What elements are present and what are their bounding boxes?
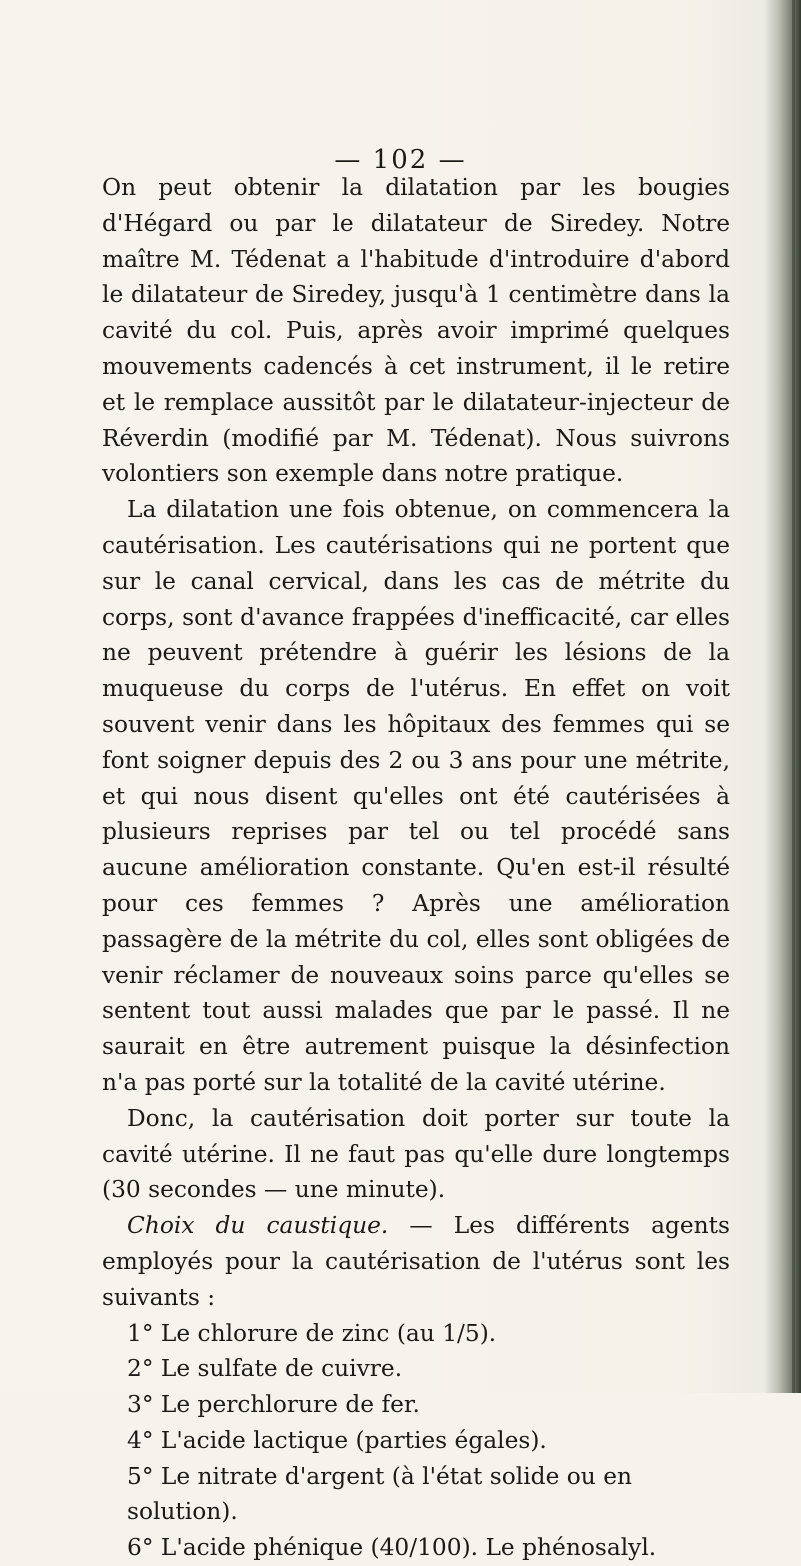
paragraph-cauterisation: La dilatation une fois obtenue, on commencera la cautérisation. Les cautérisations qui ne portent que sur le canal cervical, dans les cas de métrite du corps, sont d'avance frappées d'inefficacité, car elles ne peuvent prétendre à guérir les lésions de la muqueuse du corps de l'utérus. En effet on voit souvent venir dans les hôpitaux des femmes qui se font soigner depuis des 2 ou 3 ans pour une métrite, et qui nous disent qu'elles ont été cautérisées à plusieurs reprises par tel ou tel procédé sans aucune amélioration constante. Qu'en est-il résulté pour ces femmes ? Après une amélioration passagère de la métrite du col, elles sont obligées de venir réclamer de nouveaux soins parce qu'elles se sentent tout aussi malades que par le passé. Il ne saurait en être autrement puisque la désinfection n'a pas porté sur la totalité de la cavité utérine.	[102, 496, 730, 1096]
page-edge-line	[792, 0, 795, 1393]
page-number: — 102 —	[334, 145, 467, 175]
choix-heading: Choix du caustique.	[127, 1212, 389, 1240]
list-item: 3° Le perchlorure de fer.	[127, 1391, 420, 1419]
choix-text: — Les différents agents employés pour la cautérisation de l'utérus sont les suivants :	[102, 1212, 730, 1311]
paragraph-donc: Donc, la cautérisation doit porter sur toute la cavité utérine. Il ne faut pas qu'elle dure longtemps (30 secondes — une minute).	[102, 1104, 730, 1204]
page-edge-shadow	[765, 0, 801, 1393]
list-item: 1° Le chlorure de zinc (au 1/5).	[127, 1319, 497, 1347]
list-item: 5° Le nitrate d'argent (à l'état solide ou en solution).	[127, 1462, 633, 1526]
body-text	[102, 170, 730, 1566]
list-item: 4° L'acide lactique (parties égales).	[127, 1426, 547, 1454]
list-item: 2° Le sulfate de cuivre.	[127, 1355, 403, 1383]
list-item: 6° L'acide phénique (40/100). Le phénosalyl.	[127, 1534, 657, 1562]
paragraph-dilatation: On peut obtenir la dilatation par les bougies d'Hégard ou par le dilatateur de Siredey. Notre maître M. Tédenat a l'habitude d'introduire d'abord le dilatateur de Siredey, jusqu'à 1 centimètre dans la cavité du col. Puis, après avoir imprimé quelques mouvements cadencés à cet instrument, il le retire et le remplace aussitôt par le dilatateur-injecteur de Réverdin (modifié par M. Tédenat). Nous suivrons volontiers son exemple dans notre pratique.	[102, 174, 730, 488]
paragraph-choix	[102, 1208, 730, 1315]
